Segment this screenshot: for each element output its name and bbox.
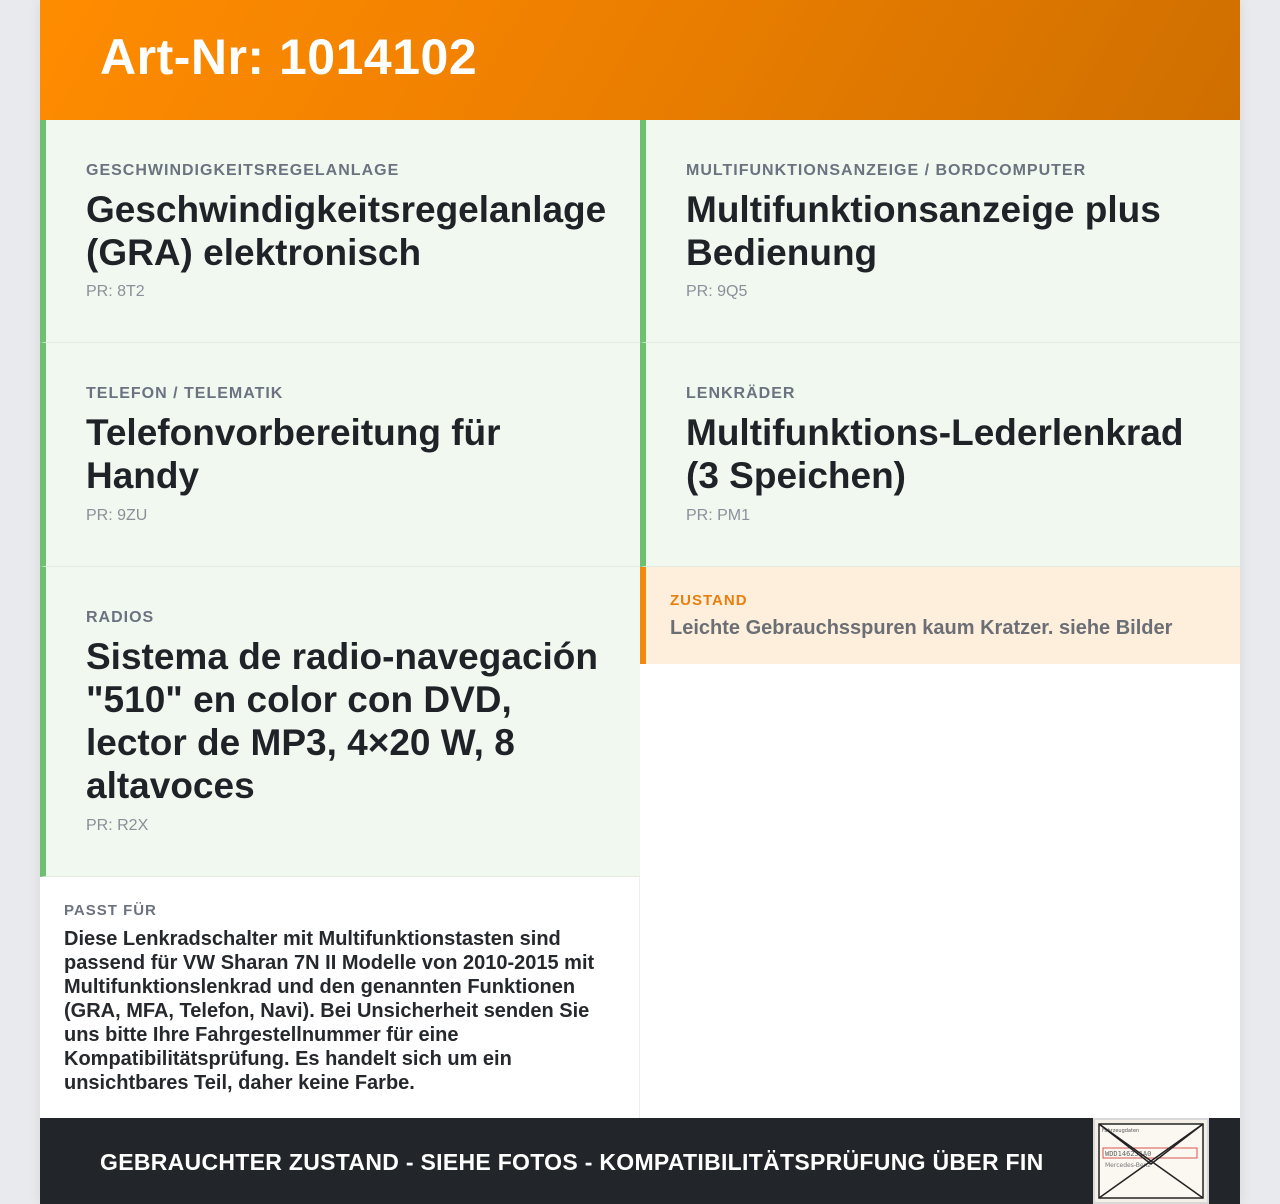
feature-card-multifunction-display	[640, 120, 1240, 343]
product-page	[40, 0, 1240, 1204]
vehicle-document-thumbnail[interactable]	[1093, 1118, 1209, 1204]
feature-pr-code: PR: 9ZU	[86, 507, 148, 524]
feature-card-cruise-control	[40, 120, 640, 343]
feature-title: Telefonvorbereitung für Handy	[86, 412, 501, 496]
feature-category: LENKRÄDER	[686, 385, 796, 402]
feature-card-steering-wheel	[640, 343, 1240, 567]
compatibility-text: Diese Lenkradschalter mit Multifunktionstasten sind passend für VW Sharan 7N II Modelle von 2010-2015 mit Multifunktionslenkrad und den genannten Funktionen (GRA, MFA, Telefon, Navi). Bei Unsicherheit senden Sie uns bitte Ihre Fahrgestellnummer für eine Kompatibilitätsprüfung. Es handelt sich um ein unsichtbares Teil, daher keine Farbe.	[64, 928, 595, 1094]
article-number-title: Art-Nr: 1014102	[100, 29, 478, 85]
feature-category: GESCHWINDIGKEITSREGELANLAGE	[86, 162, 400, 179]
feature-title: Sistema de radio-navegación "510" en color con DVD, lector de MP3, 4×20 W, 8 altavoces	[86, 636, 599, 806]
compatibility-label: PASST FÜR	[64, 902, 157, 919]
feature-category: TELEFON / TELEMATIK	[86, 385, 284, 402]
feature-pr-code: PR: 8T2	[86, 283, 145, 300]
feature-pr-code: PR: R2X	[86, 817, 149, 834]
document-image-icon	[1095, 1120, 1207, 1202]
svg-text:Mercedes-Benz: Mercedes-Benz	[1105, 1162, 1151, 1169]
header-banner	[40, 0, 1240, 120]
condition-label: ZUSTAND	[670, 592, 748, 609]
footer-banner	[40, 1118, 1240, 1204]
feature-category: RADIOS	[86, 609, 155, 626]
condition-box	[640, 567, 1240, 664]
footer-notice: GEBRAUCHTER ZUSTAND - SIEHE FOTOS - KOMPATIBILITÄTSPRÜFUNG ÜBER FIN	[100, 1149, 1044, 1175]
feature-card-phone	[40, 343, 640, 567]
feature-card-radio	[40, 567, 640, 877]
feature-category: MULTIFUNKTIONSANZEIGE / BORDCOMPUTER	[686, 162, 1087, 179]
svg-text:Fahrzeugdaten: Fahrzeugdaten	[1102, 1128, 1140, 1134]
feature-pr-code: PR: PM1	[686, 507, 751, 524]
feature-title: Multifunktions-Lederlenkrad (3 Speichen)	[686, 412, 1184, 496]
condition-text: Leichte Gebrauchsspuren kaum Kratzer. siehe Bilder	[670, 617, 1173, 639]
feature-title: Multifunktionsanzeige plus Bedienung	[686, 189, 1161, 273]
feature-title: Geschwindigkeitsregelanlage (GRA) elektronisch	[86, 189, 607, 273]
svg-text:WDD1462J1A0: WDD1462J1A0	[1105, 1150, 1152, 1158]
feature-pr-code: PR: 9Q5	[686, 283, 748, 300]
compatibility-section	[40, 877, 640, 1118]
empty-column-area	[640, 664, 1240, 1118]
